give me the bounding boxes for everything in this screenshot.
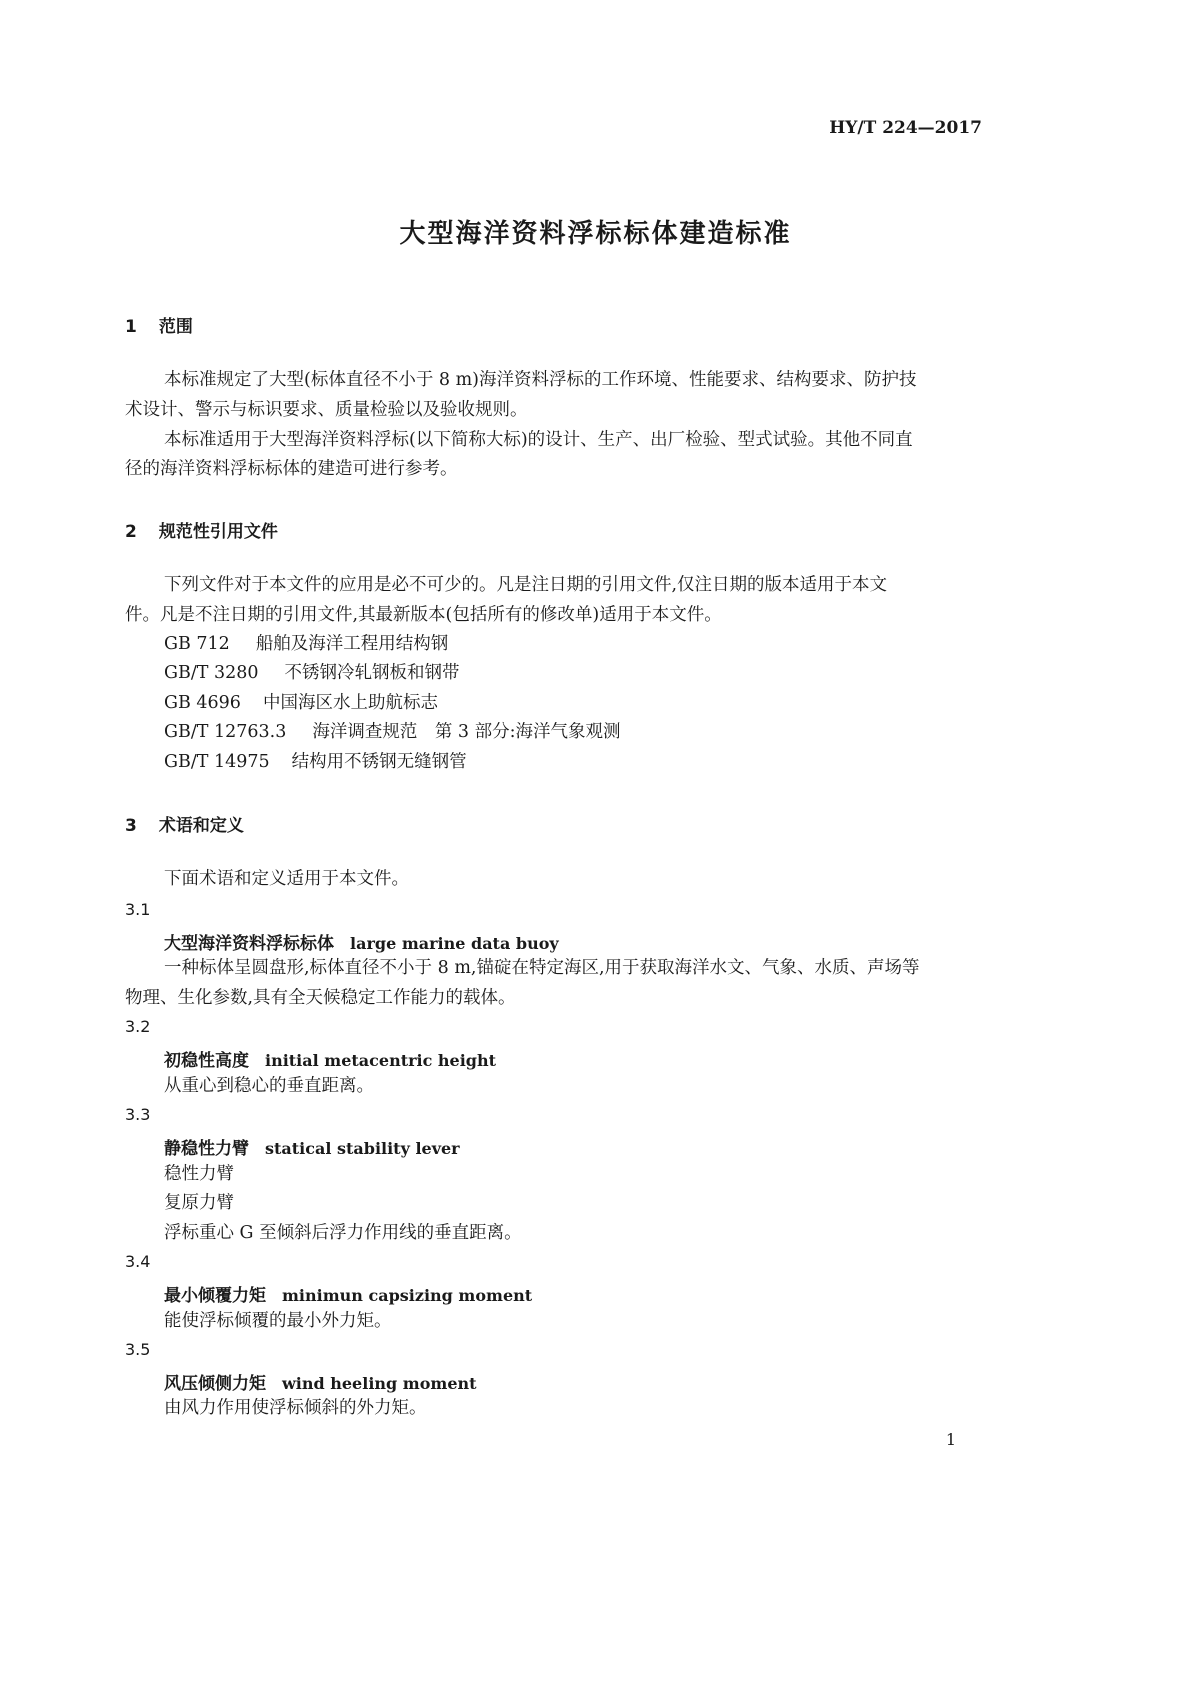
reference-name: 海洋调查规范 第 3 部分:海洋气象观测 <box>312 722 621 742</box>
reference-name: 船舶及海洋工程用结构钢 <box>255 634 449 654</box>
term-english: statical stability lever <box>265 1139 460 1158</box>
term-chinese: 静稳性力臂 <box>164 1139 249 1159</box>
reference-code: GB/T 14975 <box>164 752 270 772</box>
document-title: 大型海洋资料浮标标体建造标准 <box>399 219 792 249</box>
paragraph-line: 径的海洋资料浮标标体的建造可进行参考。 <box>125 459 458 479</box>
reference-item <box>164 722 621 742</box>
reference-code: GB 4696 <box>164 693 241 713</box>
standard-code: HY/T 224—2017 <box>829 118 982 138</box>
term-number: 3.5 <box>125 1340 151 1359</box>
reference-name: 不锈钢冷轧钢板和钢带 <box>284 663 460 683</box>
term-heading <box>164 1281 532 1306</box>
term-chinese: 风压倾侧力矩 <box>164 1374 266 1394</box>
section-number: 2 <box>125 522 137 542</box>
page-number: 1 <box>945 1430 956 1449</box>
term-number: 3.3 <box>125 1105 151 1124</box>
section-number: 3 <box>125 816 137 836</box>
term-definition-line: 一种标体呈圆盘形,标体直径不小于 8 m,锚碇在特定海区,用于获取海洋水文、气象、水质、声场等 <box>164 958 920 978</box>
term-heading <box>164 929 559 954</box>
reference-code: GB/T 3280 <box>164 663 259 683</box>
term-number: 3.1 <box>125 900 151 919</box>
section-title: 范围 <box>158 317 193 337</box>
section-title: 规范性引用文件 <box>158 522 278 542</box>
reference-item <box>164 752 467 772</box>
term-heading <box>164 1134 460 1159</box>
term-english: minimun capsizing moment <box>282 1286 533 1305</box>
term-english: initial metacentric height <box>265 1051 497 1070</box>
reference-code: GB 712 <box>164 634 230 654</box>
term-definition-line: 由风力作用使浮标倾斜的外力矩。 <box>164 1398 427 1418</box>
reference-name: 中国海区水上助航标志 <box>262 693 438 713</box>
term-number: 3.4 <box>125 1252 151 1271</box>
reference-code: GB/T 12763.3 <box>164 722 287 742</box>
term-chinese: 大型海洋资料浮标标体 <box>164 934 334 954</box>
reference-name: 结构用不锈钢无缝钢管 <box>291 752 467 772</box>
term-english: large marine data buoy <box>350 934 559 953</box>
reference-item <box>164 663 460 683</box>
term-heading <box>164 1046 496 1071</box>
paragraph-line: 件。凡是不注日期的引用文件,其最新版本(包括所有的修改单)适用于本文件。 <box>125 605 722 625</box>
reference-item <box>164 634 448 654</box>
term-heading <box>164 1369 477 1394</box>
paragraph-line: 下面术语和定义适用于本文件。 <box>164 869 409 889</box>
term-definition-line: 能使浮标倾覆的最小外力矩。 <box>164 1311 392 1331</box>
term-english: wind heeling moment <box>282 1374 477 1393</box>
paragraph-line: 术设计、警示与标识要求、质量检验以及验收规则。 <box>125 400 528 420</box>
section-number: 1 <box>125 317 137 337</box>
section-1-heading <box>125 312 193 337</box>
section-title: 术语和定义 <box>158 816 244 836</box>
term-definition-line: 浮标重心 G 至倾斜后浮力作用线的垂直距离。 <box>164 1223 522 1243</box>
term-definition-line: 物理、生化参数,具有全天候稳定工作能力的载体。 <box>125 988 516 1008</box>
paragraph-line: 本标准规定了大型(标体直径不小于 8 m)海洋资料浮标的工作环境、性能要求、结构要求、防护技 <box>164 370 917 390</box>
term-chinese: 初稳性高度 <box>164 1051 249 1071</box>
term-synonym: 稳性力臂 <box>164 1164 234 1184</box>
paragraph-line: 本标准适用于大型海洋资料浮标(以下简称大标)的设计、生产、出厂检验、型式试验。其他不同直 <box>164 430 913 450</box>
paragraph-line: 下列文件对于本文件的应用是必不可少的。凡是注日期的引用文件,仅注日期的版本适用于本文 <box>164 575 888 595</box>
section-2-heading <box>125 517 278 542</box>
term-chinese: 最小倾覆力矩 <box>164 1286 266 1306</box>
term-synonym: 复原力臂 <box>164 1193 234 1213</box>
term-number: 3.2 <box>125 1017 151 1036</box>
term-definition-line: 从重心到稳心的垂直距离。 <box>164 1076 374 1096</box>
section-3-heading <box>125 811 244 836</box>
reference-item <box>164 693 438 713</box>
